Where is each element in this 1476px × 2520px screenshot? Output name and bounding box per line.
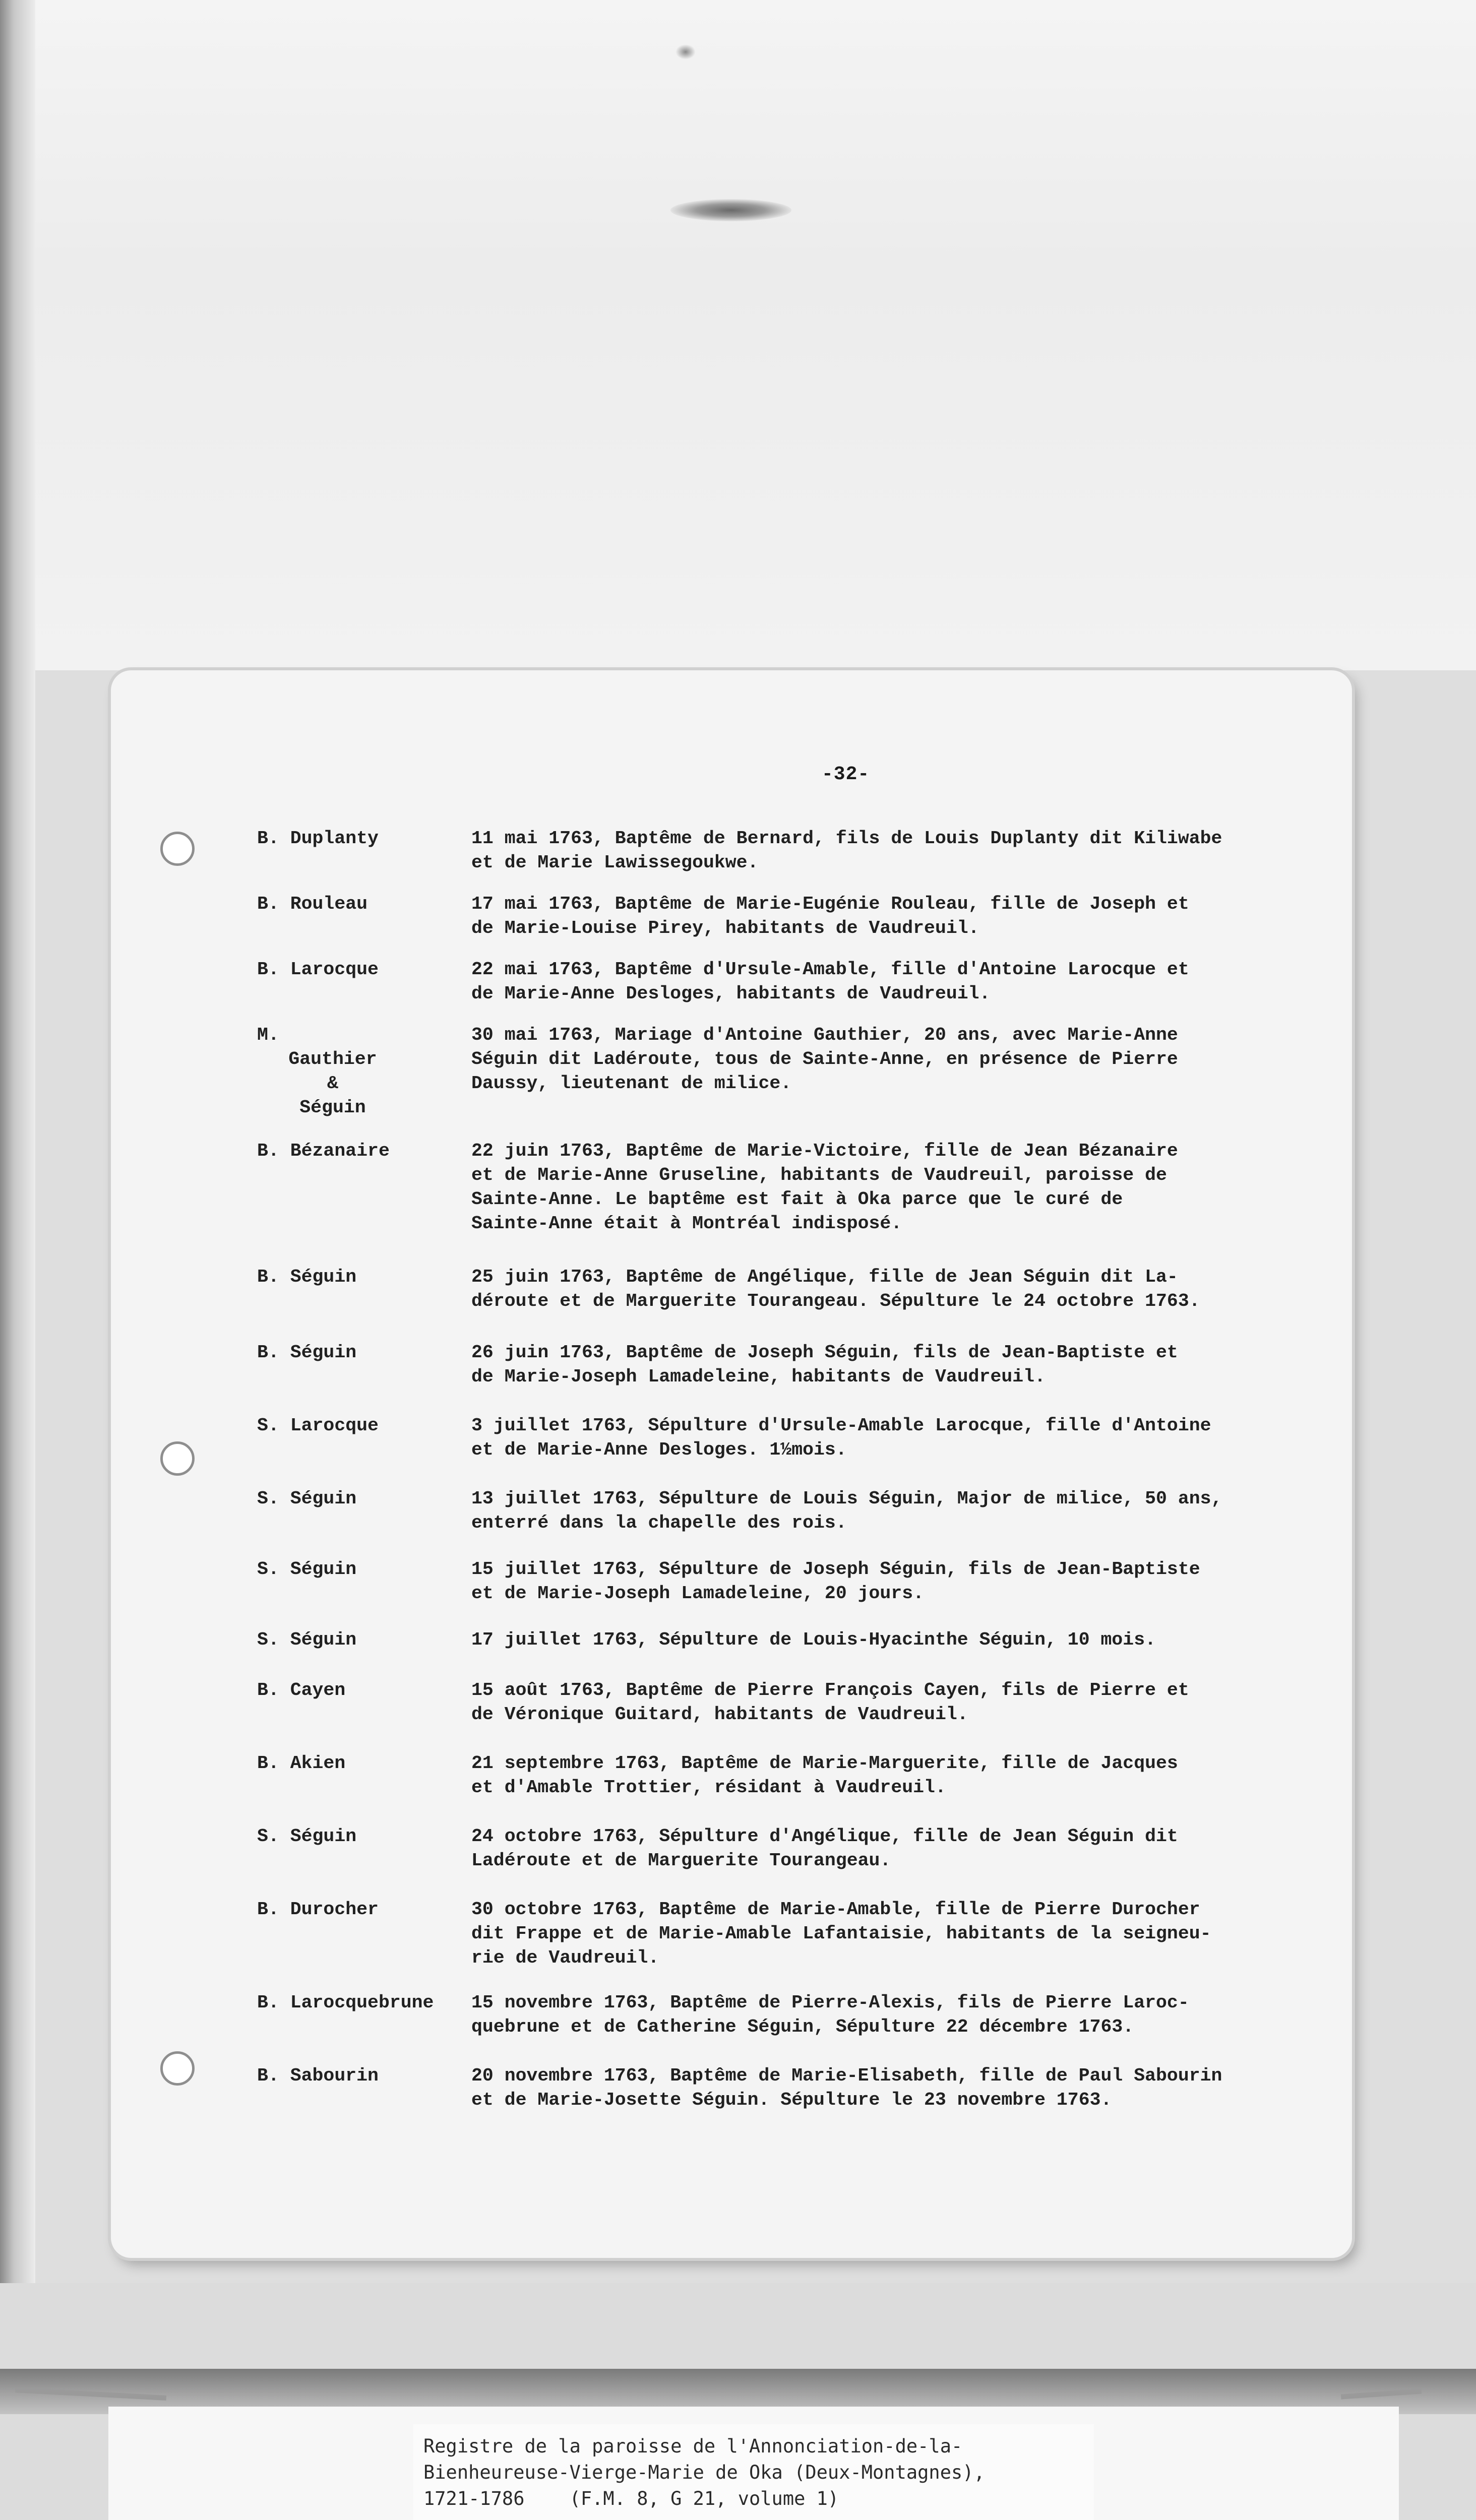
entry-code: B. Rouleau: [257, 894, 368, 914]
entry-code: B. Duplanty: [257, 828, 379, 849]
entry-text: 11 mai 1763, Baptême de Bernard, fils de Louis Duplanty dit Kiliwabe et de Marie Lawissegoukwe.: [471, 828, 1222, 873]
caption-line: 1721-1786 (F.M. 8, G 21, volume 1): [423, 2488, 839, 2509]
entry-text: 22 mai 1763, Baptême d'Ursule-Amable, fille d'Antoine Larocque et de Marie-Anne Desloges, habitants de Vaudreuil.: [471, 959, 1189, 1004]
entry-code: B. Séguin: [257, 1342, 357, 1363]
caption-line: Bienheureuse-Vierge-Marie de Oka (Deux-Montagnes),: [423, 2462, 985, 2483]
entry-code: S. Séguin: [257, 1488, 357, 1509]
entry-code: B. Sabourin: [257, 2065, 379, 2086]
entry-text: 21 septembre 1763, Baptême de Marie-Marguerite, fille de Jacques et d'Amable Trottier, résidant à Vaudreuil.: [471, 1753, 1178, 1798]
entry-code: B. Séguin: [257, 1267, 357, 1287]
entry-code: B. Durocher: [257, 1899, 379, 1920]
entry-text: 26 juin 1763, Baptême de Joseph Séguin, fils de Jean-Baptiste et de Marie-Joseph Lamadeleine, habitants de Vaudreuil.: [471, 1342, 1178, 1387]
entry-text: 3 juillet 1763, Sépulture d'Ursule-Amable Larocque, fille d'Antoine et de Marie-Anne Desloges. 1½mois.: [471, 1415, 1211, 1460]
entry-code: B. Larocquebrune: [257, 1992, 434, 2013]
entry-text: 22 juin 1763, Baptême de Marie-Victoire, fille de Jean Bézanaire et de Marie-Anne Gruseline, habitants de Vaudreuil, paroisse de Sainte-Anne. Le baptême est fait à Oka parce que le curé de Sainte-Anne était à Montréal indisposé.: [471, 1141, 1178, 1234]
film-edge-left: [0, 0, 35, 2369]
entry-code: S. Séguin: [257, 1629, 357, 1650]
register-page: [111, 670, 1352, 2258]
entry-text: 15 juillet 1763, Sépulture de Joseph Séguin, fils de Jean-Baptiste et de Marie-Joseph Lamadeleine, 20 jours.: [471, 1559, 1200, 1604]
film-speck: [675, 44, 696, 59]
punch-hole: [160, 2051, 195, 2086]
entry-code: B. Akien: [257, 1753, 346, 1774]
archive-caption: [413, 2424, 1094, 2520]
entry-text: 25 juin 1763, Baptême de Angélique, fille de Jean Séguin dit La- déroute et de Marguerite Tourangeau. Sépulture le 24 octobre 1763.: [471, 1267, 1200, 1311]
entry-code-line: M.: [257, 1025, 279, 1045]
entry-code: S. Séguin: [257, 1559, 357, 1580]
entry-text: 17 juillet 1763, Sépulture de Louis-Hyacinthe Séguin, 10 mois.: [471, 1629, 1156, 1650]
punch-hole: [160, 1441, 195, 1476]
entry-code: B. Larocque: [257, 959, 379, 980]
entry-code: S. Séguin: [257, 1826, 357, 1847]
entry-code: S. Larocque: [257, 1415, 379, 1436]
entry-text: 30 mai 1763, Mariage d'Antoine Gauthier, 20 ans, avec Marie-Anne Séguin dit Ladéroute, tous de Sainte-Anne, en présence de Pierre Daussy, lieutenant de milice.: [471, 1025, 1178, 1094]
entry-text: 20 novembre 1763, Baptême de Marie-Elisabeth, fille de Paul Sabourin et de Marie-Josette Séguin. Sépulture le 23 novembre 1763.: [471, 2065, 1222, 2110]
punch-hole: [160, 832, 195, 866]
entry-text: 24 octobre 1763, Sépulture d'Angélique, fille de Jean Séguin dit Ladéroute et de Marguerite Tourangeau.: [471, 1826, 1178, 1871]
entry-text: 15 novembre 1763, Baptême de Pierre-Alexis, fils de Pierre Laroc- quebrune et de Catherine Séguin, Sépulture 22 décembre 1763.: [471, 1992, 1189, 2037]
entry-code-line: Gauthier: [288, 1049, 377, 1069]
film-margin-top: [0, 0, 1476, 670]
entry-code-line: &: [327, 1073, 338, 1094]
entry-code: B. Bézanaire: [257, 1141, 390, 1161]
caption-line: Registre de la paroisse de l'Annonciation-de-la-: [423, 2435, 963, 2457]
entry-code: B. Cayen: [257, 1680, 346, 1700]
entry-code: [257, 1023, 449, 1120]
entry-text: 15 août 1763, Baptême de Pierre François Cayen, fils de Pierre et de Véronique Guitard, habitants de Vaudreuil.: [471, 1680, 1189, 1725]
page-number: -32-: [822, 764, 870, 785]
entry-text: 17 mai 1763, Baptême de Marie-Eugénie Rouleau, fille de Joseph et de Marie-Louise Pirey, habitants de Vaudreuil.: [471, 894, 1189, 938]
entry-text: 13 juillet 1763, Sépulture de Louis Séguin, Major de milice, 50 ans, enterré dans la chapelle des rois.: [471, 1488, 1222, 1533]
film-smudge: [670, 199, 791, 221]
entry-code-line: Séguin: [299, 1097, 366, 1118]
entry-text: 30 octobre 1763, Baptême de Marie-Amable, fille de Pierre Durocher dit Frappe et de Marie-Amable Lafantaisie, habitants de la seigneu- rie de Vaudreuil.: [471, 1899, 1211, 1968]
